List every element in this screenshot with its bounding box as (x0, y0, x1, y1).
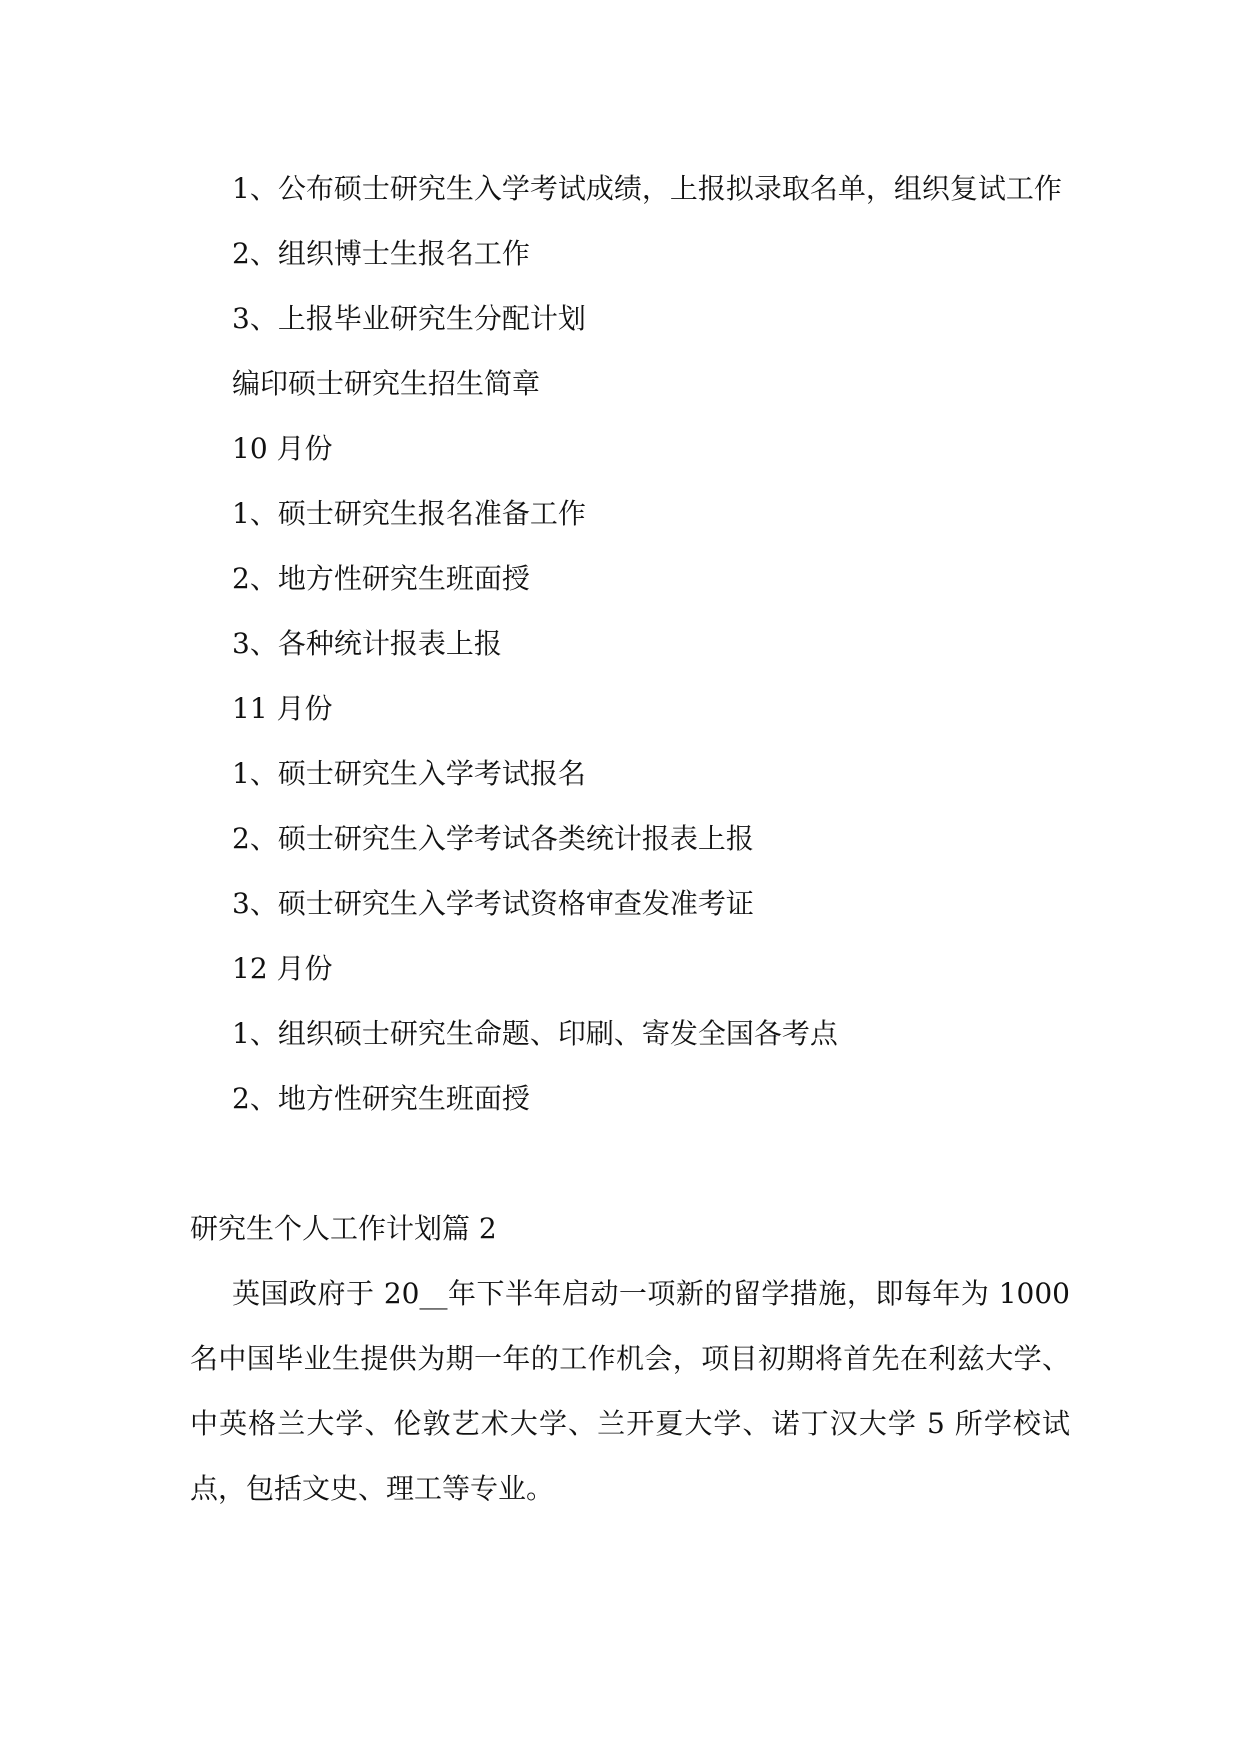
list-item: 1、硕士研究生入学考试报名 (232, 757, 586, 790)
section-title: 研究生个人工作计划篇 2 (190, 1212, 497, 1245)
list-item: 3、硕士研究生入学考试资格审查发准考证 (232, 887, 754, 920)
list-item: 1、组织硕士研究生命题、印刷、寄发全国各考点 (232, 1017, 838, 1050)
month-heading-december: 12 月份 (232, 952, 333, 985)
list-item: 2、硕士研究生入学考试各类统计报表上报 (232, 822, 754, 855)
list-item: 3、上报毕业研究生分配计划 (232, 302, 586, 335)
list-item: 2、地方性研究生班面授 (232, 1082, 530, 1115)
list-item: 3、各种统计报表上报 (232, 627, 502, 660)
document-body (190, 156, 1070, 1521)
list-item: 2、地方性研究生班面授 (232, 562, 530, 595)
month-heading-november: 11 月份 (232, 692, 333, 725)
list-item: 1、硕士研究生报名准备工作 (232, 497, 586, 530)
month-heading-october: 10 月份 (232, 432, 333, 465)
list-item: 编印硕士研究生招生简章 (232, 367, 541, 400)
section-spacer (190, 1131, 1070, 1196)
list-item: 1、公布硕士研究生入学考试成绩，上报拟录取名单，组织复试工作 (232, 172, 1062, 205)
list-item: 2、组织博士生报名工作 (232, 237, 530, 270)
section-paragraph: 英国政府于 20__年下半年启动一项新的留学措施，即每年为 1000 名中国毕业生提供为期一年的工作机会，项目初期将首先在利兹大学、中英格兰大学、伦敦艺术大学、兰开夏大学、诺丁汉大学 5 所学校试点，包括文史、理工等专业。 (190, 1277, 1070, 1505)
